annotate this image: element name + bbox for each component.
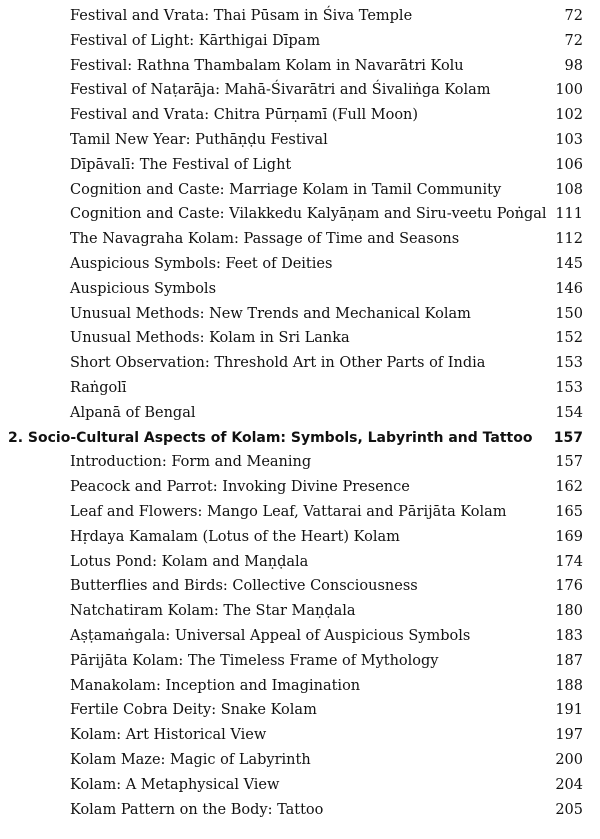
toc-page-number: 108 xyxy=(555,181,583,198)
toc-entry-title: Pārijāta Kolam: The Timeless Frame of Mythology xyxy=(70,652,439,669)
toc-page-number: 205 xyxy=(555,801,583,818)
toc-page-number: 180 xyxy=(555,603,583,620)
toc-page-number: 183 xyxy=(555,627,583,644)
toc-entry-title: Kolam Maze: Magic of Labyrinth xyxy=(70,751,311,768)
toc-entry-title: Cognition and Caste: Marriage Kolam in Tamil Community xyxy=(70,181,502,198)
toc-page-number: 197 xyxy=(555,727,583,744)
toc-entry xyxy=(0,550,600,575)
toc-page-number: 150 xyxy=(555,305,583,322)
toc-page-number: 154 xyxy=(555,404,583,421)
toc-entry xyxy=(0,4,600,29)
toc-page-number: 106 xyxy=(555,156,583,173)
toc-entry-title: 2. Socio-Cultural Aspects of Kolam: Symbols, Labyrinth and Tattoo xyxy=(8,429,533,446)
toc-entry xyxy=(0,401,600,426)
toc-entry-title: Lotus Pond: Kolam and Maṇḍala xyxy=(70,553,309,570)
toc-entry xyxy=(0,252,600,277)
toc-entry-title: Alpanā of Bengal xyxy=(70,404,196,421)
toc-entry-title: Festival of Light: Kārthigai Dīpam xyxy=(70,32,321,49)
toc-page-number: 103 xyxy=(555,131,583,148)
toc-chapter-heading xyxy=(0,426,600,451)
toc-page-number: 191 xyxy=(555,702,583,719)
toc-page-number: 187 xyxy=(555,652,583,669)
toc-page-number: 111 xyxy=(555,206,583,223)
toc-entry xyxy=(0,649,600,674)
toc-page-number: 165 xyxy=(555,503,583,520)
toc-entry-title: The Navagraha Kolam: Passage of Time and Seasons xyxy=(70,231,460,248)
toc-entry-title: Butterflies and Birds: Collective Consciousness xyxy=(70,578,418,595)
toc-entry-title: Auspicious Symbols: Feet of Deities xyxy=(70,255,333,272)
toc-entry-title: Short Observation: Threshold Art in Other Parts of India xyxy=(70,355,486,372)
toc-entry-title: Kolam: A Metaphysical View xyxy=(70,776,280,793)
toc-entry-title: Festival and Vrata: Thai Pūsam in Śiva Temple xyxy=(70,8,413,24)
toc-entry xyxy=(0,599,600,624)
toc-entry xyxy=(0,500,600,525)
toc-entry-title: Aṣṭamaṅgala: Universal Appeal of Auspicious Symbols xyxy=(70,627,471,644)
toc-page-number: 204 xyxy=(555,776,583,793)
toc-entry xyxy=(0,153,600,178)
toc-page-number: 157 xyxy=(555,454,583,471)
toc-page-number: 145 xyxy=(555,255,583,272)
toc-entry-title: Tamil New Year: Puthāṇḍu Festival xyxy=(70,131,328,148)
toc-entry xyxy=(0,78,600,103)
toc-entry-title: Hṛdaya Kamalam (Lotus of the Heart) Kolam xyxy=(70,528,400,545)
toc-entry-title: Unusual Methods: New Trends and Mechanical Kolam xyxy=(70,305,471,322)
toc-entry xyxy=(0,798,600,823)
toc-entry-title: Kolam: Art Historical View xyxy=(70,727,267,744)
toc-entry xyxy=(0,178,600,203)
toc-entry xyxy=(0,376,600,401)
toc-entry xyxy=(0,773,600,798)
toc-entry-title: Raṅgolī xyxy=(70,379,127,396)
toc-entry xyxy=(0,574,600,599)
toc-entry xyxy=(0,351,600,376)
toc-page-number: 146 xyxy=(555,280,583,297)
toc-entry-title: Festival: Rathna Thambalam Kolam in Navarātri Kolu xyxy=(70,57,464,74)
toc-entry xyxy=(0,29,600,54)
toc-entry xyxy=(0,326,600,351)
toc-page-number: 153 xyxy=(555,379,583,396)
toc-entry xyxy=(0,674,600,699)
toc-entry xyxy=(0,202,600,227)
toc-page-number: 72 xyxy=(564,8,583,24)
toc-entry-title: Kolam Pattern on the Body: Tattoo xyxy=(70,801,324,818)
toc-entry-title: Introduction: Form and Meaning xyxy=(70,454,312,471)
toc-page-number: 174 xyxy=(555,553,583,570)
toc-page-number: 153 xyxy=(555,355,583,372)
toc-page-number: 102 xyxy=(555,107,583,124)
toc-entry-title: Festival of Naṭarāja: Mahā-Śivarātri and Śivaliṅga Kolam xyxy=(70,82,491,99)
toc-page-number: 112 xyxy=(555,231,583,248)
toc-page-number: 162 xyxy=(555,479,583,496)
toc-page-number: 188 xyxy=(555,677,583,694)
table-of-contents xyxy=(0,4,600,822)
toc-entry-title: Natchatiram Kolam: The Star Maṇḍala xyxy=(70,603,356,620)
toc-entry-title: Manakolam: Inception and Imagination xyxy=(70,677,361,694)
toc-entry xyxy=(0,624,600,649)
toc-entry xyxy=(0,748,600,773)
toc-entry xyxy=(0,128,600,153)
toc-entry-title: Festival and Vrata: Chitra Pūrṇamī (Full Moon) xyxy=(70,107,419,124)
toc-entry xyxy=(0,54,600,79)
toc-page-number: 176 xyxy=(555,578,583,595)
toc-page-number: 200 xyxy=(555,751,583,768)
toc-entry-title: Dīpāvalī: The Festival of Light xyxy=(70,156,292,173)
toc-page-number: 72 xyxy=(564,32,583,49)
toc-page-number: 152 xyxy=(555,330,583,347)
toc-entry xyxy=(0,277,600,302)
toc-entry xyxy=(0,525,600,550)
toc-page-number: 100 xyxy=(555,82,583,99)
toc-entry-title: Fertile Cobra Deity: Snake Kolam xyxy=(70,702,317,719)
toc-entry-title: Auspicious Symbols xyxy=(70,280,217,297)
toc-entry xyxy=(0,302,600,327)
toc-page-number: 157 xyxy=(553,429,583,446)
toc-entry xyxy=(0,723,600,748)
toc-entry xyxy=(0,227,600,252)
toc-page-number: 169 xyxy=(555,528,583,545)
toc-entry xyxy=(0,698,600,723)
toc-page-number: 98 xyxy=(564,57,583,74)
toc-entry-title: Unusual Methods: Kolam in Sri Lanka xyxy=(70,330,350,347)
toc-entry xyxy=(0,475,600,500)
toc-entry xyxy=(0,103,600,128)
toc-entry-title: Peacock and Parrot: Invoking Divine Presence xyxy=(70,479,410,496)
toc-entry xyxy=(0,450,600,475)
toc-entry-title: Cognition and Caste: Vilakkedu Kalyāṇam and Siru-veetu Poṅgal xyxy=(70,206,547,223)
toc-entry-title: Leaf and Flowers: Mango Leaf, Vattarai and Pārijāta Kolam xyxy=(70,503,507,520)
